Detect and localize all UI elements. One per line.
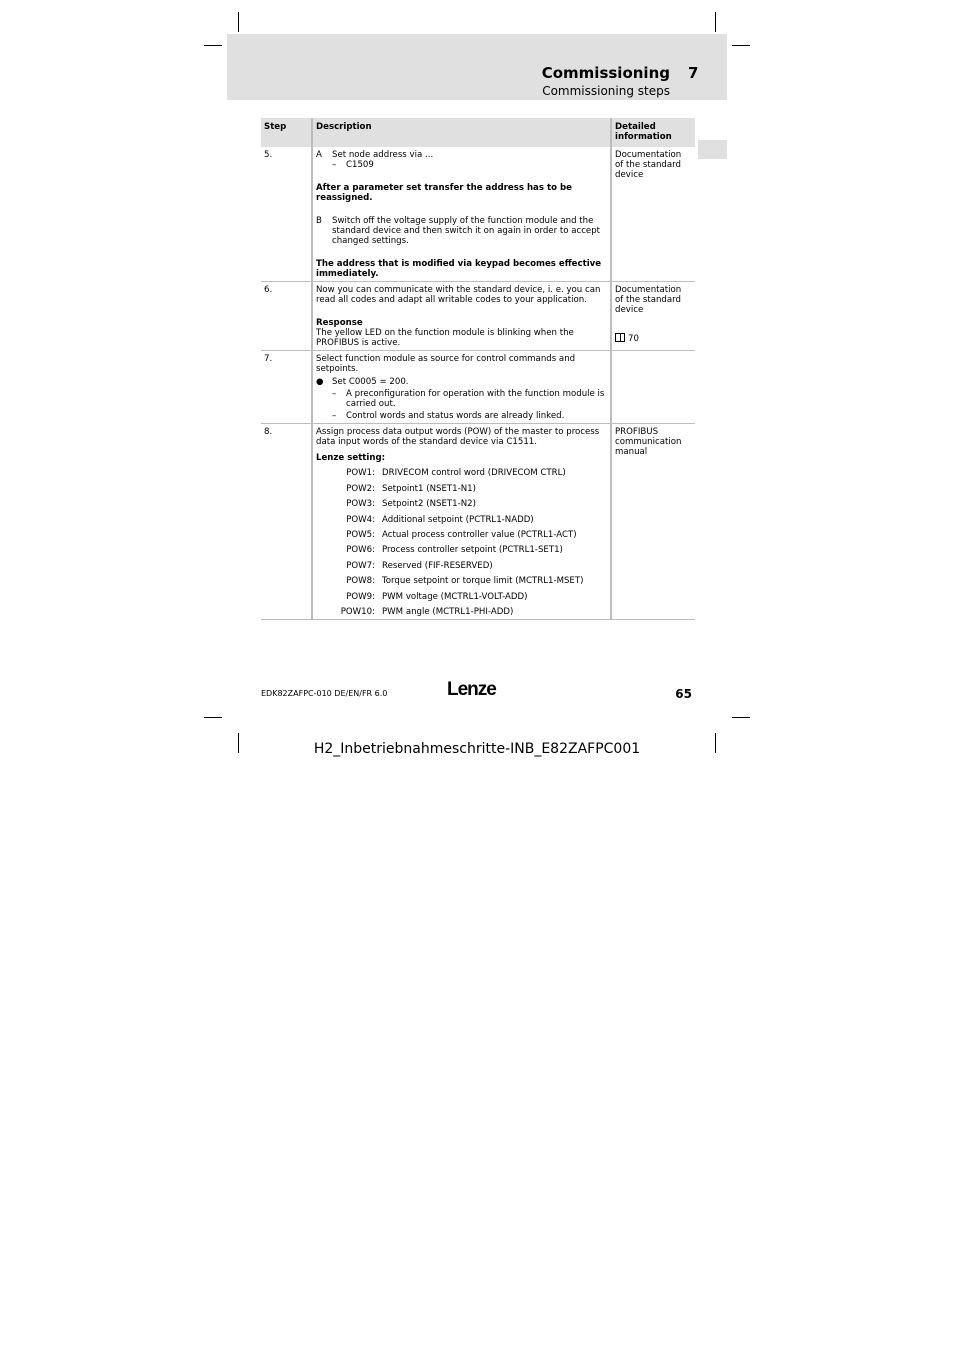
page-reference[interactable] bbox=[615, 333, 692, 344]
dash-text: A preconfiguration for operation with the function module is carried out. bbox=[346, 389, 605, 409]
step-number: 7. bbox=[261, 351, 311, 424]
pow-mapping-row bbox=[316, 499, 607, 509]
detailed-info: Documentation of the standard device bbox=[610, 147, 695, 282]
pow-mapping-row bbox=[316, 515, 607, 525]
crop-mark bbox=[238, 12, 239, 32]
pow-code: POW9: bbox=[346, 591, 375, 602]
table-row bbox=[261, 282, 695, 351]
pow-code: POW3: bbox=[346, 499, 375, 510]
dash-marker: – bbox=[332, 160, 337, 170]
detailed-info: PROFIBUS communication manual bbox=[610, 424, 695, 620]
step-description bbox=[311, 424, 610, 620]
pow-description: Process controller setpoint (PCTRL1-SET1) bbox=[382, 545, 563, 556]
step-description bbox=[311, 282, 610, 351]
response-label: Response bbox=[316, 318, 363, 328]
file-name: H2_Inbetriebnahmeschritte-INB_E82ZAFPC001 bbox=[313, 741, 641, 757]
section-title: Commissioning steps bbox=[542, 84, 670, 98]
crop-mark bbox=[715, 12, 716, 32]
pow-mapping-row bbox=[316, 561, 607, 571]
pow-mapping-row bbox=[316, 468, 607, 478]
pow-description: Setpoint1 (NSET1-N1) bbox=[382, 483, 476, 494]
pow-code: POW2: bbox=[346, 483, 375, 494]
crop-mark bbox=[204, 717, 222, 718]
step-number: 5. bbox=[261, 147, 311, 282]
pow-description: PWM voltage (MCTRL1-VOLT-ADD) bbox=[382, 591, 528, 602]
description-text: Now you can communicate with the standard device, i. e. you can read all codes and adapt all writable codes to your application. bbox=[316, 285, 601, 305]
sub-text: Set node address via ... bbox=[332, 150, 434, 160]
response-text: The yellow LED on the function module is blinking when the PROFIBUS is active. bbox=[316, 328, 574, 348]
pow-mapping-row bbox=[316, 545, 607, 555]
sub-text: Switch off the voltage supply of the function module and the standard device and then switch it on again in order to accept changed settings. bbox=[332, 216, 601, 246]
pow-mapping-row bbox=[316, 607, 607, 617]
step-description bbox=[311, 147, 610, 282]
crop-mark bbox=[238, 733, 239, 753]
bullet-icon: ● bbox=[316, 377, 324, 387]
pow-mapping-row bbox=[316, 576, 607, 586]
pow-mapping-row bbox=[316, 484, 607, 494]
chapter-side-tab bbox=[698, 140, 727, 159]
sub-label: B bbox=[316, 216, 322, 226]
pow-description: Setpoint2 (NSET1-N2) bbox=[382, 499, 476, 510]
page-reference-number: 70 bbox=[628, 334, 639, 344]
table-row bbox=[261, 351, 695, 424]
description-text: Assign process data output words (POW) of the master to process data input words of the standard device via C1511. bbox=[316, 427, 600, 447]
crop-mark bbox=[715, 733, 716, 753]
pow-code: POW6: bbox=[346, 545, 375, 556]
detailed-info bbox=[610, 282, 695, 351]
dash-marker: – bbox=[332, 411, 337, 421]
commissioning-steps-table bbox=[261, 118, 695, 620]
dash-text: C1509 bbox=[346, 160, 374, 170]
pow-code: POW5: bbox=[346, 529, 375, 540]
step-number: 6. bbox=[261, 282, 311, 351]
pow-description: Additional setpoint (PCTRL1-NADD) bbox=[382, 514, 534, 525]
column-header-description: Description bbox=[311, 118, 610, 147]
pow-code: POW4: bbox=[346, 514, 375, 525]
table-header-row bbox=[261, 118, 695, 147]
crop-mark bbox=[732, 717, 750, 718]
pow-list bbox=[316, 468, 607, 617]
table-row bbox=[261, 147, 695, 282]
crop-mark bbox=[732, 45, 750, 46]
step-description bbox=[311, 351, 610, 424]
pow-code: POW10: bbox=[340, 606, 375, 617]
pow-description: Actual process controller value (PCTRL1-ACT) bbox=[382, 529, 577, 540]
chapter-title: Commissioning bbox=[541, 64, 670, 82]
pow-mapping-row bbox=[316, 530, 607, 540]
detailed-info bbox=[610, 351, 695, 424]
pow-mapping-row bbox=[316, 592, 607, 602]
bullet-text: Set C0005 = 200. bbox=[332, 377, 409, 387]
dash-marker: – bbox=[332, 389, 337, 399]
dash-text: Control words and status words are already linked. bbox=[346, 411, 565, 421]
detailed-info-text: Documentation of the standard device bbox=[615, 285, 682, 315]
pow-description: Torque setpoint or torque limit (MCTRL1-MSET) bbox=[382, 576, 584, 587]
bold-note: The address that is modified via keypad becomes effective immediately. bbox=[316, 259, 602, 279]
column-header-step: Step bbox=[261, 118, 311, 147]
step-number: 8. bbox=[261, 424, 311, 620]
lenze-setting-label: Lenze setting: bbox=[316, 453, 386, 463]
pow-description: Reserved (FIF-RESERVED) bbox=[382, 560, 493, 571]
document-id: EDK82ZAFPC-010 DE/EN/FR 6.0 bbox=[261, 689, 388, 698]
sub-label: A bbox=[316, 150, 322, 160]
pow-description: DRIVECOM control word (DRIVECOM CTRL) bbox=[382, 468, 566, 479]
bold-note: After a parameter set transfer the address has to be reassigned. bbox=[316, 183, 572, 203]
crop-mark bbox=[204, 45, 222, 46]
column-header-detailed-information: Detailed information bbox=[610, 118, 695, 147]
table-row bbox=[261, 424, 695, 620]
pow-code: POW1: bbox=[346, 468, 375, 479]
pow-description: PWM angle (MCTRL1-PHI-ADD) bbox=[382, 606, 514, 617]
lenze-logo: Lenze bbox=[447, 679, 496, 700]
book-icon bbox=[615, 333, 625, 342]
description-text: Select function module as source for control commands and setpoints. bbox=[316, 354, 576, 374]
pow-code: POW7: bbox=[346, 560, 375, 571]
page-number: 65 bbox=[675, 687, 692, 701]
pow-code: POW8: bbox=[346, 576, 375, 587]
chapter-number: 7 bbox=[688, 64, 699, 82]
